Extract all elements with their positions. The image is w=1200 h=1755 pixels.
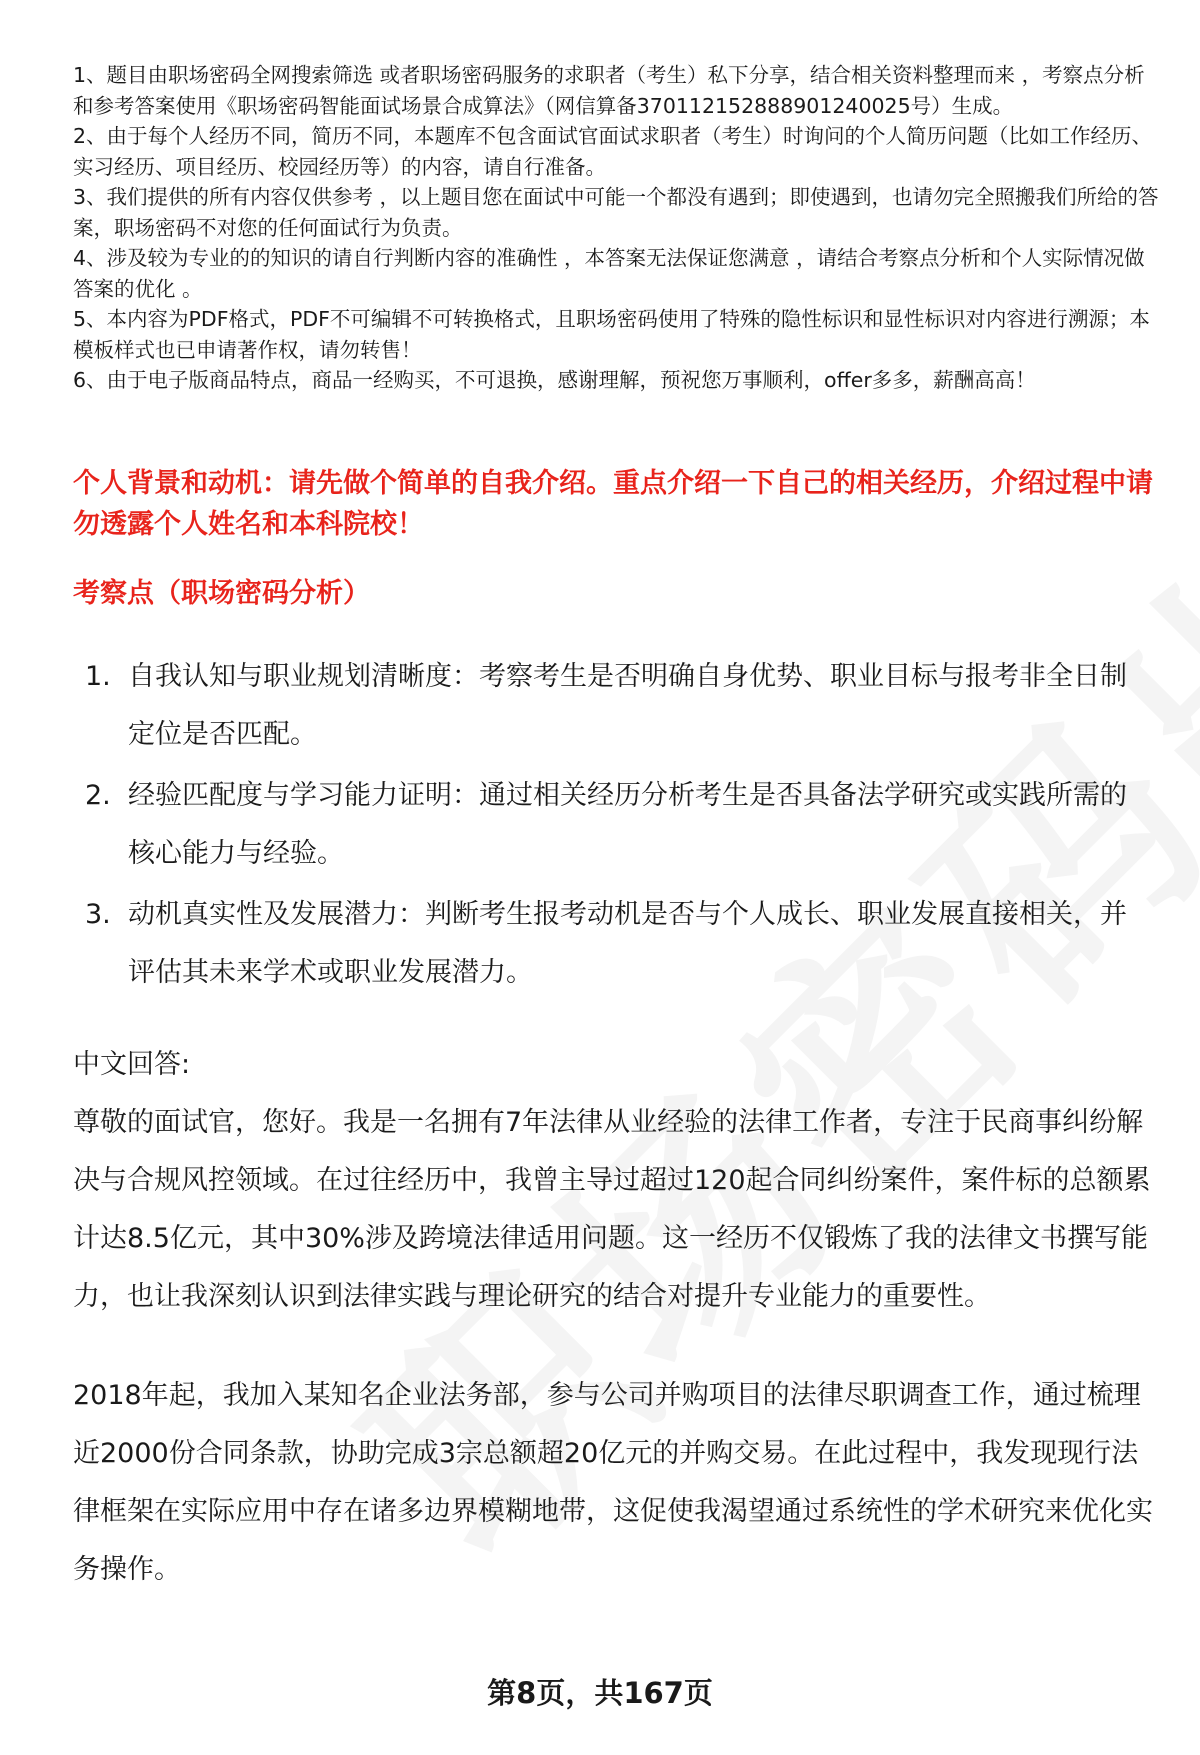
section-title: 考察点（职场密码分析） [73, 578, 370, 609]
list-number: 3. [85, 899, 111, 930]
list-text: 自我认知与职业规划清晰度：考察考生是否明确自身优势、职业目标与报考非全日制定位是否匹配。 [128, 661, 1127, 750]
note-item: 2、由于每个人经历不同，简历不同，本题库不包含面试官面试求职者（考生）时询问的个人简历问题（比如工作经历、实习经历、项目经历、校园经历等）的内容，请自行准备。 [73, 124, 1153, 179]
list-item [73, 886, 1153, 1002]
page-number: 第8页，共167页 [487, 1676, 713, 1710]
disclaimer-notes [73, 60, 1163, 396]
note-item: 6、由于电子版商品特点，商品一经购买，不可退换，感谢理解，预祝您万事顺利，offer多多，薪酬高高！ [73, 368, 1036, 392]
note-item: 3、我们提供的所有内容仅供参考 ，以上题目您在面试中可能一个都没有遇到；即使遇到，也请勿完全照搬我们所给的答案，职场密码不对您的任何面试行为负责。 [73, 185, 1159, 240]
answer-label: 中文回答: [73, 1049, 191, 1080]
assessment-points [73, 648, 1153, 1005]
list-number: 2. [85, 780, 111, 811]
note-item: 5、本内容为PDF格式，PDF不可编辑不可转换格式，且职场密码使用了特殊的隐性标识和显性标识对内容进行溯源；本模板样式也已申请著作权，请勿转售！ [73, 307, 1150, 362]
answer-paragraph: 尊敬的面试官，您好。我是一名拥有7年法律从业经验的法律工作者，专注于民商事纠纷解决与合规风控领域。在过往经历中，我曾主导过超过120起合同纠纷案件，案件标的总额累计达8.5亿元，其中30%涉及跨境法律适用问题。这一经历不仅锻炼了我的法律文书撰写能力，也让我深刻认识到法律实践与理论研究的结合对提升专业能力的重要性。 [73, 1107, 1151, 1312]
list-item [73, 767, 1153, 883]
list-text: 经验匹配度与学习能力证明：通过相关经历分析考生是否具备法学研究或实践所需的核心能力与经验。 [128, 780, 1127, 869]
note-item: 4、涉及较为专业的的知识的请自行判断内容的准确性 ，本答案无法保证您满意 ，请结合考察点分析和个人实际情况做答案的优化 。 [73, 246, 1145, 301]
interview-question: 个人背景和动机：请先做个简单的自我介绍。重点介绍一下自己的相关经历，介绍过程中请勿透露个人姓名和本科院校！ [73, 468, 1153, 540]
list-number: 1. [85, 661, 111, 692]
answer-section [73, 1036, 1163, 1599]
answer-paragraph: 2018年起，我加入某知名企业法务部，参与公司并购项目的法律尽职调查工作，通过梳理近2000份合同条款，协助完成3宗总额超20亿元的并购交易。在此过程中，我发现现行法律框架在实际应用中存在诸多边界模糊地带，这促使我渴望通过系统性的学术研究来优化实务操作。 [73, 1380, 1153, 1585]
list-item [73, 648, 1153, 764]
list-text: 动机真实性及发展潜力：判断考生报考动机是否与个人成长、职业发展直接相关，并评估其未来学术或职业发展潜力。 [128, 899, 1127, 988]
note-item: 1、题目由职场密码全网搜索筛选 或者职场密码服务的求职者（考生）私下分享，结合相关资料整理而来 ，考察点分析和参考答案使用《职场密码智能面试场景合成算法》（网信算备370112152888901240025号）生成。 [73, 63, 1145, 118]
